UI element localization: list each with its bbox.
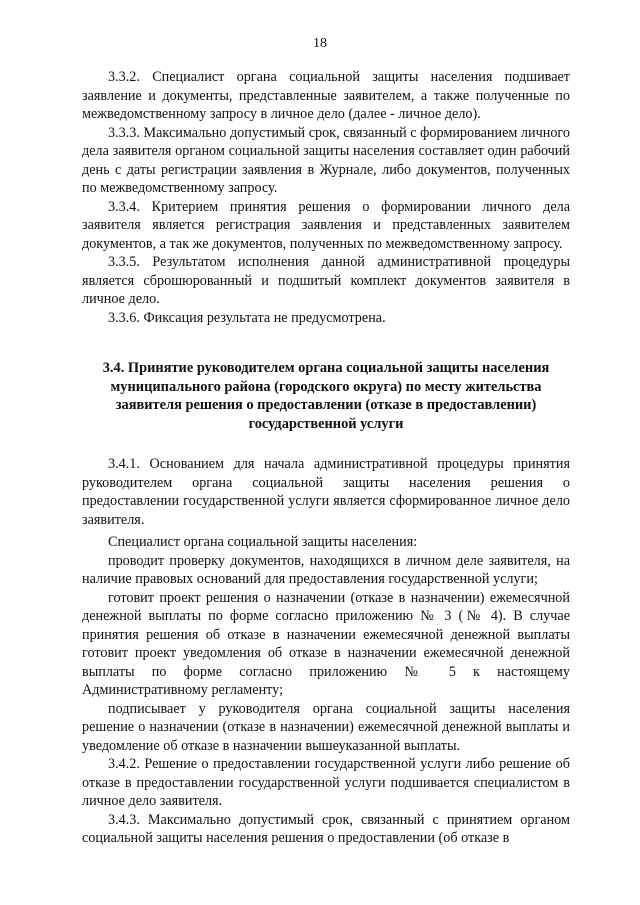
paragraph-3-3-6: 3.3.6. Фиксация результата не предусмотрена. — [108, 309, 386, 326]
paragraph-3-4-1: 3.4.1. Основанием для начала административной процедуры принятия руководителем органа социальной защиты населения решения о предоставлении государственной услуги является сформированное личное дело заявителя. — [82, 456, 570, 528]
section-heading-3-4: 3.4. Принятие руководителем органа социальной защиты населения муниципального района (городского округа) по месту жительства заявителя решения о предоставлении (отказе в предоставлении) государственной услуги — [102, 360, 550, 432]
paragraph-3-4-3: 3.4.3. Максимально допустимый срок, связанный с принятием органом социальной защиты населения решения о предоставлении (об отказе в — [82, 811, 570, 846]
document-body — [82, 68, 570, 848]
paragraph-signs-decision: подписывает у руководителя органа социальной защиты населения решение о назначении (отказе в назначении) ежемесячной денежной выплаты и уведомление об отказе в назначении вышеуказанной выплаты. — [82, 700, 570, 754]
paragraph-specialist-intro: Специалист органа социальной защиты населения: — [108, 534, 418, 550]
paragraph-3-3-5: 3.3.5. Результатом исполнения данной административной процедуры является сброшюрованный и подшитый комплект документов заявителя в личное дело. — [82, 254, 570, 307]
section-spacer — [82, 327, 570, 359]
paragraph-3-4-2: 3.4.2. Решение о предоставлении государственной услуги либо решение об отказе в предоставлении государственной услуги подшивается специалистом в личное дело заявителя. — [82, 756, 570, 809]
paragraph-prepares-draft: готовит проект решения о назначении (отказе в назначении) ежемесячной денежной выплаты по форме согласно приложению № 3 (№ 4). В случае принятия решения об отказе в назначении ежемесячной денежной выплаты готовит проект уведомления об отказе в назначении ежемесячной денежной выплаты по форме согласно приложению № 5 к настоящему Административному регламенту; — [82, 589, 570, 698]
heading-spacer — [82, 433, 570, 455]
paragraph-3-3-2: 3.3.2. Специалист органа социальной защиты населения подшивает заявление и документы, представленные заявителем, а также полученные по межведомственному запросу в личное дело (далее - личное дело). — [82, 69, 570, 122]
paragraph-checks-documents: проводит проверку документов, находящихся в личном деле заявителя, на наличие правовых оснований для предоставления государственной услуги; — [82, 552, 570, 587]
paragraph-3-3-3: 3.3.3. Максимально допустимый срок, связанный с формированием личного дела заявителя органом социальной защиты населения составляет один рабочий день с даты регистрации заявления в Журнале, либо документов, полученных по межведомственному запросу. — [82, 124, 570, 196]
paragraph-3-3-4: 3.3.4. Критерием принятия решения о формировании личного дела заявителя является регистрация заявления и представленных заявителем документов, а так же документов, полученных по межведомственному запросу. — [82, 198, 570, 252]
page-number: 18 — [313, 36, 327, 51]
